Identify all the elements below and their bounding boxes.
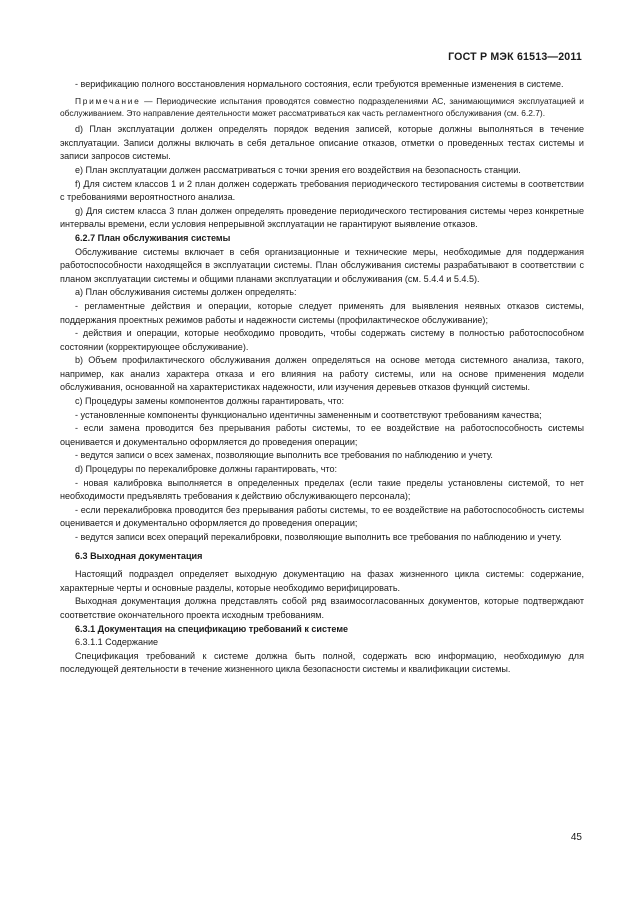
paragraph: - если замена проводится без прерывания работы системы, то ее воздействие на работоспособность системы оценивается и документально оформляется до проведения операции; [60,423,584,447]
document-body [60,78,584,677]
paragraph: Выходная документация должна представлять собой ряд взаимосогласованных документов, которые подтверждают соответствие окончательного проекта исходным требованиям. [60,596,584,620]
paragraph: Спецификация требований к системе должна быть полной, содержать всю информацию, необходимую для последующей деятельности в течение жизненного цикла безопасности системы и квалификации системы. [60,650,584,675]
document-header: ГОСТ Р МЭК 61513—2011 [448,51,582,63]
paragraph: 6.3.1.1 Содержание [75,637,159,648]
paragraph: e) План эксплуатации должен рассматриваться с точки зрения его воздействия на безопасность станции. [75,164,521,175]
paragraph: a) План обслуживания системы должен определять: [75,287,297,298]
page-number: 45 [570,832,582,843]
paragraph: - верификацию полного восстановления нормального состояния, если требуются временные изменения в системе. [75,79,564,89]
paragraph: - ведутся записи всех операций перекалибровки, позволяющие выполнить все требования по наблюдению и учету. [75,532,562,542]
paragraph: d) План эксплуатации должен определять порядок ведения записей, которые должны выполняться в течение эксплуатации. Записи должны включать в себя детальное описание отказов, отметки о проведенных тестах системы и записи запросов системы. [60,124,584,162]
note-text: — Периодические испытания проводятся совместно подразделениями АС, занимающимися эксплуатацией и обслуживанием. Это направление деятельности может рассматриваться как часть регламентного обслуживания (см. 6.2.7). [60,95,584,119]
paragraph: - если перекалибровка проводится без прерывания работы системы, то ее воздействие на работоспособность системы оценивается и документально оформляется до проведения операции; [60,504,584,529]
paragraph: b) Объем профилактического обслуживания должен определяться на основе метода системного анализа, такого, например, как анализ характера отказа и его влияния на работу системы, или на основе применения модели обслуживания, основанной на характеристиках надежности, или изучения деревьев отказов функций системы. [60,355,584,393]
section-heading: 6.2.7 План обслуживания системы [75,232,231,243]
paragraph: f) Для систем классов 1 и 2 план должен содержать требования периодического тестирования системы в соответствии с требованиями вероятностного анализа. [60,178,584,203]
note [60,95,584,121]
paragraph: d) Процедуры по перекалибровке должны гарантировать, что: [75,464,338,475]
paragraph: Настоящий подраздел определяет выходную документацию на фазах жизненного цикла системы: содержание, характерные черты и основные разделы, которые необходимо верифицировать. [60,569,584,593]
paragraph: - установленные компоненты функционально идентичны замененным и соответствуют требованиям качества; [75,409,542,420]
paragraph: Обслуживание системы включает в себя организационные и технические меры, необходимые для поддержания работоспособности находящейся в эксплуатации системы. План обслуживания системы разрабатывают в соответствии с планом эксплуатации системы и общими планами эксплуатации и обслуживания (см. 5.4.4 и 5.4.5). [60,246,584,284]
section-heading: 6.3 Выходная документация [75,550,203,561]
subsection-heading: 6.3.1 Документация на спецификацию требований к системе [75,623,349,634]
paragraph: - новая калибровка выполняется в определенных пределах (если такие пределы установлены системой, то нет необходимости предъявлять требования к действию обслуживающего персонала); [60,477,584,502]
paragraph: - ведутся записи о всех заменах, позволяющие выполнить все требования по наблюдению и учету. [75,450,493,461]
paragraph: - действия и операции, которые необходимо проводить, чтобы содержать систему в полностью работоспособном состоянии (корректирующее обслуживание). [60,328,584,352]
paragraph: c) Процедуры замены компонентов должны гарантировать, что: [75,396,345,407]
paragraph: g) Для систем класса 3 план должен определять проведение периодического тестирования системы через конкретные интервалы времени, если условия непрерывной эксплуатации не гарантируют выявление отказов. [60,205,584,230]
note-label: Примечание [75,95,141,106]
paragraph: - регламентные действия и операции, которые следует применять для выявления неявных отказов системы, поддержания проектных режимов работы и надежности системы (профилактическое обслуживание); [60,300,584,325]
